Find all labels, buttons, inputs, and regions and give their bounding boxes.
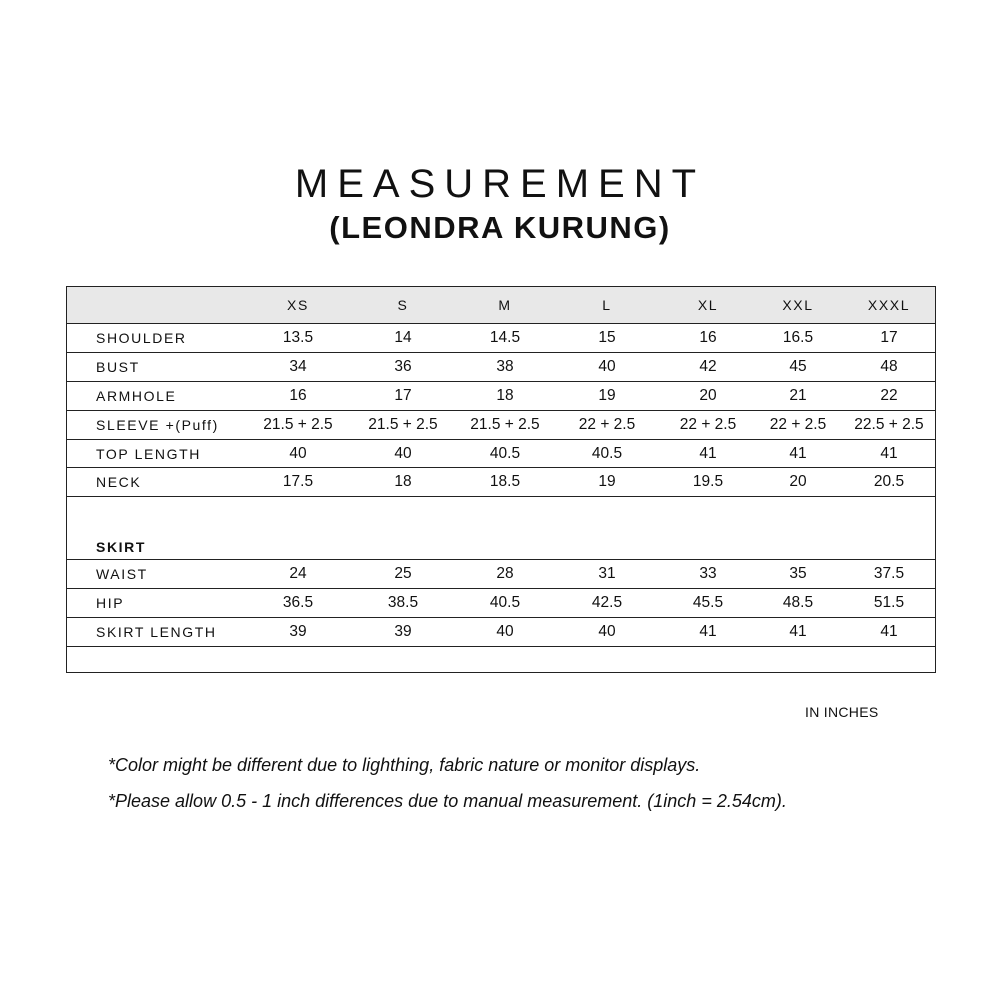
empty-row bbox=[67, 647, 935, 672]
measurement-value: 18 bbox=[496, 387, 514, 404]
color-disclaimer: *Color might be different due to lighthing, fabric nature or monitor displays. bbox=[108, 755, 701, 775]
measurement-value: 16 bbox=[289, 387, 307, 404]
measurement-label: SKIRT LENGTH bbox=[96, 624, 217, 640]
table-row bbox=[67, 589, 935, 618]
measurement-value: 25 bbox=[394, 565, 412, 582]
table-row bbox=[67, 468, 935, 497]
measurement-value: 31 bbox=[598, 565, 616, 582]
measurement-label: ARMHOLE bbox=[96, 388, 177, 404]
measurement-value: 38.5 bbox=[387, 594, 419, 611]
measurement-value: 41 bbox=[880, 623, 898, 640]
table-row bbox=[67, 353, 935, 382]
measurement-label: TOP LENGTH bbox=[96, 445, 201, 462]
section-row-skirt bbox=[67, 497, 935, 560]
measurement-value: 48.5 bbox=[782, 594, 814, 611]
measurement-value: 22 bbox=[880, 387, 898, 404]
table-header-row bbox=[67, 287, 935, 324]
size-column-header: S bbox=[397, 297, 409, 313]
size-column-header: XS bbox=[287, 297, 309, 313]
measurement-value: 36.5 bbox=[282, 594, 314, 611]
table-row bbox=[67, 324, 935, 353]
measurement-value: 39 bbox=[394, 623, 412, 640]
measurement-value: 18.5 bbox=[489, 473, 521, 490]
measurement-value: 40 bbox=[598, 623, 616, 640]
measurement-value: 17.5 bbox=[282, 473, 314, 490]
measurement-value: 22 + 2.5 bbox=[679, 416, 737, 433]
measurement-value: 40.5 bbox=[489, 444, 521, 462]
page-subtitle: (LEONDRA KURUNG) bbox=[329, 210, 671, 245]
measurement-value: 40.5 bbox=[489, 594, 521, 611]
measurement-value: 14 bbox=[394, 329, 412, 346]
measurement-value: 17 bbox=[394, 387, 412, 404]
measurement-value: 24 bbox=[289, 565, 307, 582]
measurement-value: 21.5 + 2.5 bbox=[470, 416, 540, 433]
measurement-label: WAIST bbox=[96, 566, 148, 582]
measurement-value: 22 + 2.5 bbox=[769, 416, 827, 433]
measurement-label: SLEEVE +(Puff) bbox=[96, 417, 219, 433]
measurement-value: 14.5 bbox=[489, 329, 521, 346]
measurement-value: 20 bbox=[789, 473, 807, 490]
measurement-value: 20 bbox=[699, 387, 717, 404]
measurement-disclaimer: *Please allow 0.5 - 1 inch differences due to manual measurement. (1inch = 2.54cm). bbox=[108, 791, 787, 811]
measurement-value: 34 bbox=[289, 358, 307, 375]
measurement-value: 16 bbox=[699, 329, 717, 346]
measurement-value: 22 + 2.5 bbox=[578, 416, 636, 433]
measurement-value: 21.5 + 2.5 bbox=[368, 416, 438, 433]
measurement-value: 33 bbox=[699, 565, 717, 582]
table-row bbox=[67, 618, 935, 647]
measurement-label: BUST bbox=[96, 359, 140, 375]
units-note: IN INCHES bbox=[805, 704, 879, 720]
table-row bbox=[67, 440, 935, 468]
measurement-value: 18 bbox=[394, 473, 412, 490]
measurement-value: 42 bbox=[699, 358, 717, 375]
page-title: MEASUREMENT bbox=[294, 162, 706, 206]
measurement-value: 40 bbox=[496, 623, 514, 640]
size-column-header: XXL bbox=[782, 297, 814, 313]
measurement-value: 40 bbox=[598, 358, 616, 375]
measurement-value: 41 bbox=[789, 444, 807, 462]
measurement-value: 21 bbox=[789, 387, 807, 404]
measurement-value: 36 bbox=[394, 358, 412, 375]
measurement-value: 28 bbox=[496, 565, 514, 582]
measurement-value: 16.5 bbox=[782, 329, 814, 346]
measurement-value: 41 bbox=[699, 623, 717, 640]
measurement-value: 13.5 bbox=[282, 329, 314, 346]
measurement-value: 21.5 + 2.5 bbox=[263, 416, 333, 433]
table-row bbox=[67, 411, 935, 440]
measurement-label: NECK bbox=[96, 474, 142, 490]
measurement-value: 35 bbox=[789, 565, 807, 582]
measurement-value: 40.5 bbox=[591, 444, 623, 462]
measurement-value: 20.5 bbox=[873, 473, 905, 490]
measurement-value: 51.5 bbox=[873, 594, 905, 611]
size-column-header: XXXL bbox=[867, 297, 911, 313]
measurement-value: 17 bbox=[880, 329, 898, 346]
measurement-value: 45 bbox=[789, 358, 807, 375]
measurement-value: 45.5 bbox=[692, 594, 724, 611]
section-label: SKIRT bbox=[96, 539, 146, 555]
measurement-value: 15 bbox=[598, 329, 616, 346]
measurement-value: 39 bbox=[289, 623, 307, 640]
size-column-header: L bbox=[602, 297, 612, 313]
measurement-value: 41 bbox=[699, 444, 717, 462]
measurement-value: 42.5 bbox=[591, 594, 623, 611]
measurement-value: 48 bbox=[880, 358, 898, 375]
size-chart-table bbox=[66, 286, 936, 673]
measurement-value: 19 bbox=[598, 387, 616, 404]
table-row bbox=[67, 560, 935, 589]
size-column-header: M bbox=[498, 297, 512, 313]
measurement-value: 19.5 bbox=[692, 473, 724, 490]
measurement-value: 19 bbox=[598, 473, 616, 490]
measurement-value: 40 bbox=[289, 444, 307, 462]
size-column-header: XL bbox=[697, 297, 719, 313]
measurement-value: 40 bbox=[394, 444, 412, 462]
measurement-value: 38 bbox=[496, 358, 514, 375]
measurement-value: 37.5 bbox=[873, 565, 905, 582]
table-row bbox=[67, 382, 935, 411]
measurement-value: 22.5 + 2.5 bbox=[854, 416, 924, 433]
measurement-value: 41 bbox=[880, 444, 898, 462]
measurement-label: SHOULDER bbox=[96, 330, 187, 346]
measurement-label: HIP bbox=[96, 595, 125, 611]
measurement-value: 41 bbox=[789, 623, 807, 640]
